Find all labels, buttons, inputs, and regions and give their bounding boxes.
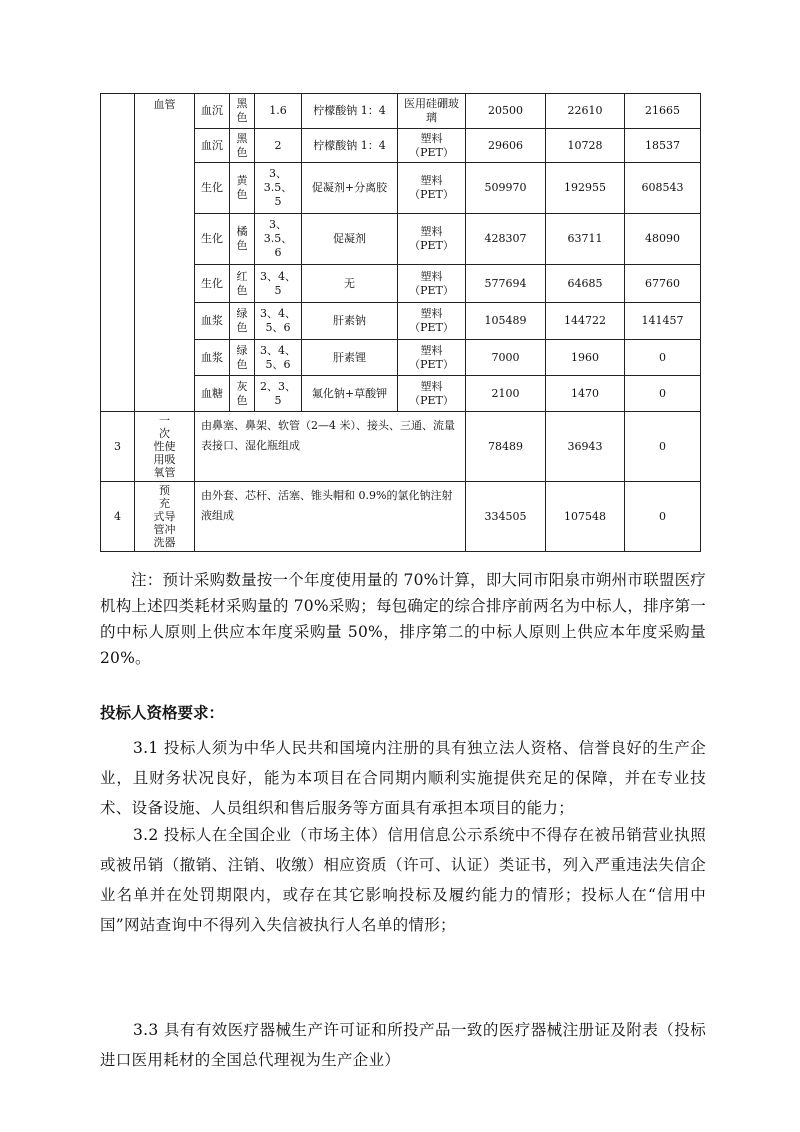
cell-additive: 肝素钠: [302, 303, 398, 340]
cell-sample: 生化: [195, 163, 230, 214]
cell-additive: 柠檬酸钠 1：4: [302, 129, 398, 163]
cell-sample: 血糖: [195, 376, 230, 412]
cell-q3: 0: [625, 340, 701, 376]
cell-spec: 3、4、 5: [255, 265, 302, 303]
cell-sample: 血沉: [195, 94, 230, 129]
cell-q1: 2100: [466, 376, 546, 412]
cell-color: 绿 色: [230, 340, 255, 376]
cell-no: 3: [101, 412, 135, 482]
cell-q2: 1470: [546, 376, 625, 412]
cell-q2: 64685: [546, 265, 625, 303]
procurement-note: 注：预计采购数量按一个年度使用量的 70%计算，即大同市阳泉市朔州市联盟医疗机构上述四类耗材采购量的 70%采购；每包确定的综合排序前两名为中标人，排序第一的中标人原则上供应本年度采购量 50%，排序第二的中标人原则上供应本年度采购量 20%。: [100, 571, 706, 667]
cell-no: 4: [101, 482, 135, 552]
cell-q3: 608543: [625, 163, 701, 214]
cell-item-desc: 由外套、芯杆、活塞、锥头帽和 0.9%的氯化钠注射液组成: [195, 482, 466, 552]
requirement-paragraph-3-1: 3.1 投标人须为中华人民共和国境内注册的具有独立法人资格、信誉良好的生产企业，且财务状况良好，能为本项目在合同期内顺利实施提供充足的保障，并在专业技术、设备设施、人员组织和售后服务等方面具有承担本项目的能力；: [100, 739, 706, 817]
cell-material: 塑料（PET）: [398, 340, 466, 376]
cell-additive: 促凝剂+分离胶: [302, 163, 398, 214]
cell-material: 塑料（PET）: [398, 163, 466, 214]
cell-q3: 0: [625, 412, 701, 482]
cell-q3: 21665: [625, 94, 701, 129]
cell-color: 绿 色: [230, 303, 255, 340]
cell-material: 塑料（PET）: [398, 303, 466, 340]
cell-spec: 3、 3.5、 6: [255, 214, 302, 265]
cell-q2: 1960: [546, 340, 625, 376]
cell-item-name: 一 次 性使 用吸 氧管: [135, 412, 195, 482]
cell-color: 灰 色: [230, 376, 255, 412]
cell-material: 塑料（PET）: [398, 214, 466, 265]
cell-additive: 无: [302, 265, 398, 303]
cell-sample: 血浆: [195, 303, 230, 340]
cell-material: 塑料（PET）: [398, 376, 466, 412]
cell-q2: 36943: [546, 412, 625, 482]
cell-spec: 3、 3.5、 5: [255, 163, 302, 214]
cell-q2: 107548: [546, 482, 625, 552]
cell-sample: 生化: [195, 265, 230, 303]
cell-q2: 192955: [546, 163, 625, 214]
cell-q3: 0: [625, 376, 701, 412]
cell-material: 塑料（PET）: [398, 129, 466, 163]
cell-q1: 7000: [466, 340, 546, 376]
table-row: [101, 482, 701, 552]
cell-q1: 509970: [466, 163, 546, 214]
cell-group: 血管: [135, 94, 195, 412]
cell-q2: 63711: [546, 214, 625, 265]
cell-spec: 3、4、 5、6: [255, 303, 302, 340]
cell-q3: 0: [625, 482, 701, 552]
consumables-table: [100, 93, 701, 552]
cell-q1: 29606: [466, 129, 546, 163]
table-row: [101, 94, 701, 129]
cell-color: 红 色: [230, 265, 255, 303]
cell-material: 医用硅硼玻 璃: [398, 94, 466, 129]
cell-q3: 141457: [625, 303, 701, 340]
cell-q2: 10728: [546, 129, 625, 163]
requirement-paragraph-3-3: 3.3 具有有效医疗器械生产许可证和所投产品一致的医疗器械注册证及附表（投标进口医用耗材的全国总代理视为生产企业）: [100, 1021, 706, 1069]
cell-q3: 18537: [625, 129, 701, 163]
cell-no: [101, 94, 135, 412]
cell-color: 黑 色: [230, 129, 255, 163]
cell-additive: 氟化钠+草酸钾: [302, 376, 398, 412]
cell-additive: 肝素锂: [302, 340, 398, 376]
cell-item-name: 预 充 式导 管冲 洗器: [135, 482, 195, 552]
cell-additive: 促凝剂: [302, 214, 398, 265]
cell-item-desc: 由鼻塞、鼻架、软管（2—4 米）、接头、三通、流量表接口、湿化瓶组成: [195, 412, 466, 482]
cell-sample: 血沉: [195, 129, 230, 163]
cell-q3: 67760: [625, 265, 701, 303]
cell-q1: 577694: [466, 265, 546, 303]
cell-material: 塑料（PET）: [398, 265, 466, 303]
cell-q1: 78489: [466, 412, 546, 482]
cell-color: 橘 色: [230, 214, 255, 265]
cell-color: 黄 色: [230, 163, 255, 214]
cell-spec: 1.6: [255, 94, 302, 129]
cell-q1: 105489: [466, 303, 546, 340]
cell-q1: 428307: [466, 214, 546, 265]
section-heading: 投标人资格要求：: [100, 703, 225, 722]
cell-spec: 2、3、 5: [255, 376, 302, 412]
cell-additive: 柠檬酸钠 1：4: [302, 94, 398, 129]
cell-q3: 48090: [625, 214, 701, 265]
table-row: [101, 412, 701, 482]
cell-q2: 144722: [546, 303, 625, 340]
cell-sample: 生化: [195, 214, 230, 265]
cell-spec: 2: [255, 129, 302, 163]
cell-sample: 血浆: [195, 340, 230, 376]
cell-spec: 3、4、 5、6: [255, 340, 302, 376]
cell-color: 黑 色: [230, 94, 255, 129]
cell-q1: 334505: [466, 482, 546, 552]
cell-q1: 20500: [466, 94, 546, 129]
cell-q2: 22610: [546, 94, 625, 129]
requirement-paragraph-3-2: 3.2 投标人在全国企业（市场主体）信用信息公示系统中不得存在被吊销营业执照或被吊销（撤销、注销、收缴）相应资质（许可、认证）类证书，列入严重违法失信企业名单并在处罚期限内，或存在其它影响投标及履约能力的情形；投标人在“信用中国”网站查询中不得列入失信被执行人名单的情形；: [100, 826, 706, 934]
